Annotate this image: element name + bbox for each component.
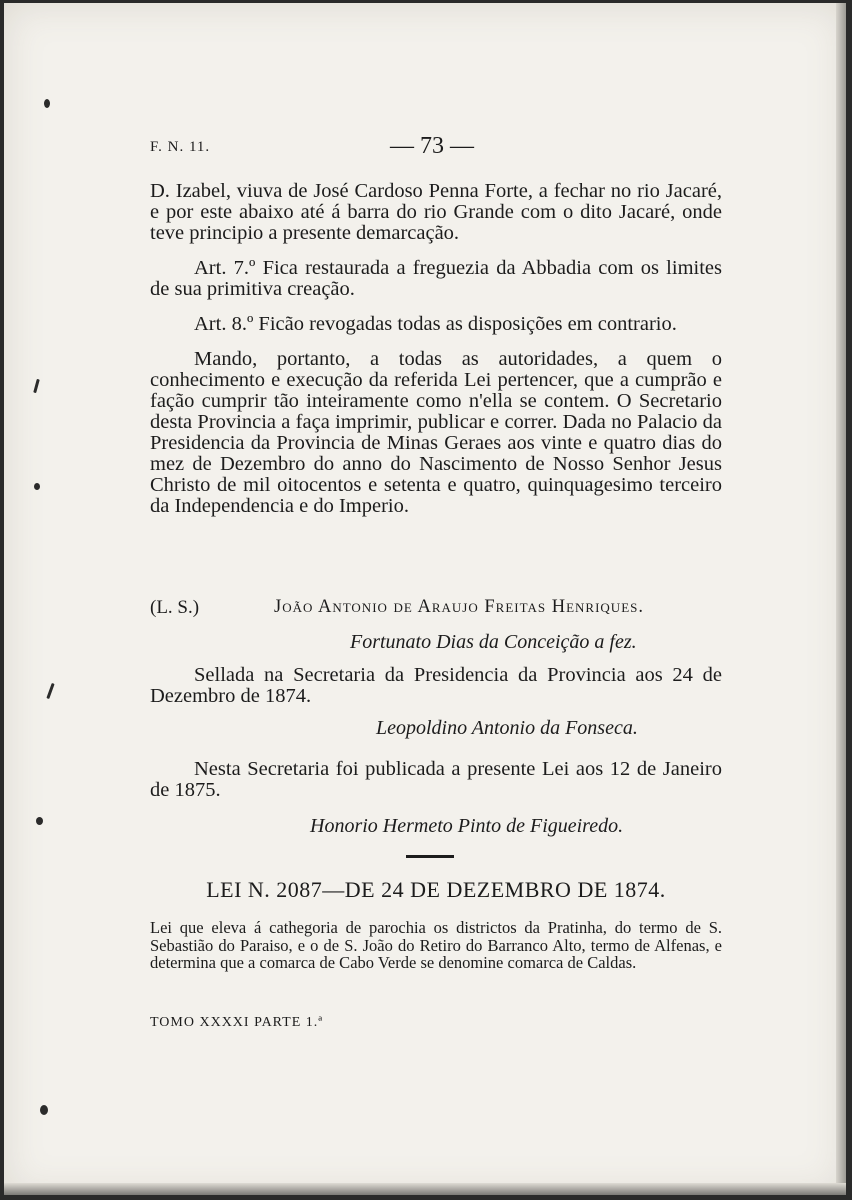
- published-note-block: [150, 759, 722, 815]
- page-number: — 73 —: [390, 133, 474, 159]
- margin-speck: [44, 99, 50, 108]
- margin-speck: [34, 483, 40, 490]
- article-7: Art. 7.º Fica restaurada a freguezia da Abbadia com os limites de sua primitiva creação.: [150, 257, 722, 300]
- seal-mark: (L. S.): [150, 597, 200, 618]
- enactment-paragraph: Mando, portanto, a todas as autoridades, a quem o conhecimento e execução da referida Lei pertencer, que a cumprão e fação cumprir tão inteiramente como n'ella se contem. O Secretario desta Provincia a faça imprimir, publicar e correr. Dada no Palacio da Presidencia da Provincia de Minas Geraes aos vinte e quatro dias do mez de Dezembro do anno do Nascimento de Nosso Senhor Jesus Christo de mil oitocentos e setenta e quatro, quinquagesimo terceiro da Independencia e do Imperio.: [150, 348, 722, 517]
- signature-honorio: Honorio Hermeto Pinto de Figueiredo.: [310, 815, 624, 837]
- margin-speck: [33, 379, 40, 393]
- president-name: João Antonio de Araujo Freitas Henriques.: [274, 597, 644, 617]
- section-divider: [406, 855, 454, 858]
- document-page: [4, 3, 846, 1195]
- body-text: [150, 181, 722, 531]
- margin-speck: [40, 1105, 48, 1115]
- published-note: Nesta Secretaria foi publicada a presente Lei aos 12 de Janeiro de 1875.: [150, 758, 722, 801]
- law-summary: Lei que eleva á cathegoria de parochia os districtos da Pratinha, do termo de S. Sebastião do Paraiso, e o de S. João do Retiro do Barranco Alto, termo de Alfenas, e determina que a comarca de Cabo Verde se denomine comarca de Caldas.: [150, 918, 722, 972]
- page-edge-right: [836, 3, 846, 1195]
- signature-leopoldino: Leopoldino Antonio da Fonseca.: [376, 717, 638, 739]
- volume-footer: TOMO XXXXI PARTE 1.ª: [150, 1015, 324, 1030]
- sealed-note-block: [150, 665, 722, 721]
- margin-speck: [36, 817, 43, 825]
- margin-speck: [46, 683, 54, 699]
- signature-fortunato: Fortunato Dias da Conceição a fez.: [350, 631, 637, 653]
- sealed-note: Sellada na Secretaria da Presidencia da Provincia aos 24 de Dezembro de 1874.: [150, 664, 722, 707]
- header-reference: F. N. 11.: [150, 139, 211, 155]
- paragraph-continuation: D. Izabel, viuva de José Cardoso Penna Forte, a fechar no rio Jacaré, e por este abaixo até á barra do rio Grande com o dito Jacaré, onde teve principio a presente demarcação.: [150, 180, 722, 244]
- page-edge-bottom: [4, 1183, 846, 1195]
- article-8: Art. 8.º Ficão revogadas todas as disposições em contrario.: [194, 313, 677, 335]
- law-title: LEI N. 2087—DE 24 DE DEZEMBRO DE 1874.: [206, 877, 666, 902]
- page-header: [150, 133, 730, 163]
